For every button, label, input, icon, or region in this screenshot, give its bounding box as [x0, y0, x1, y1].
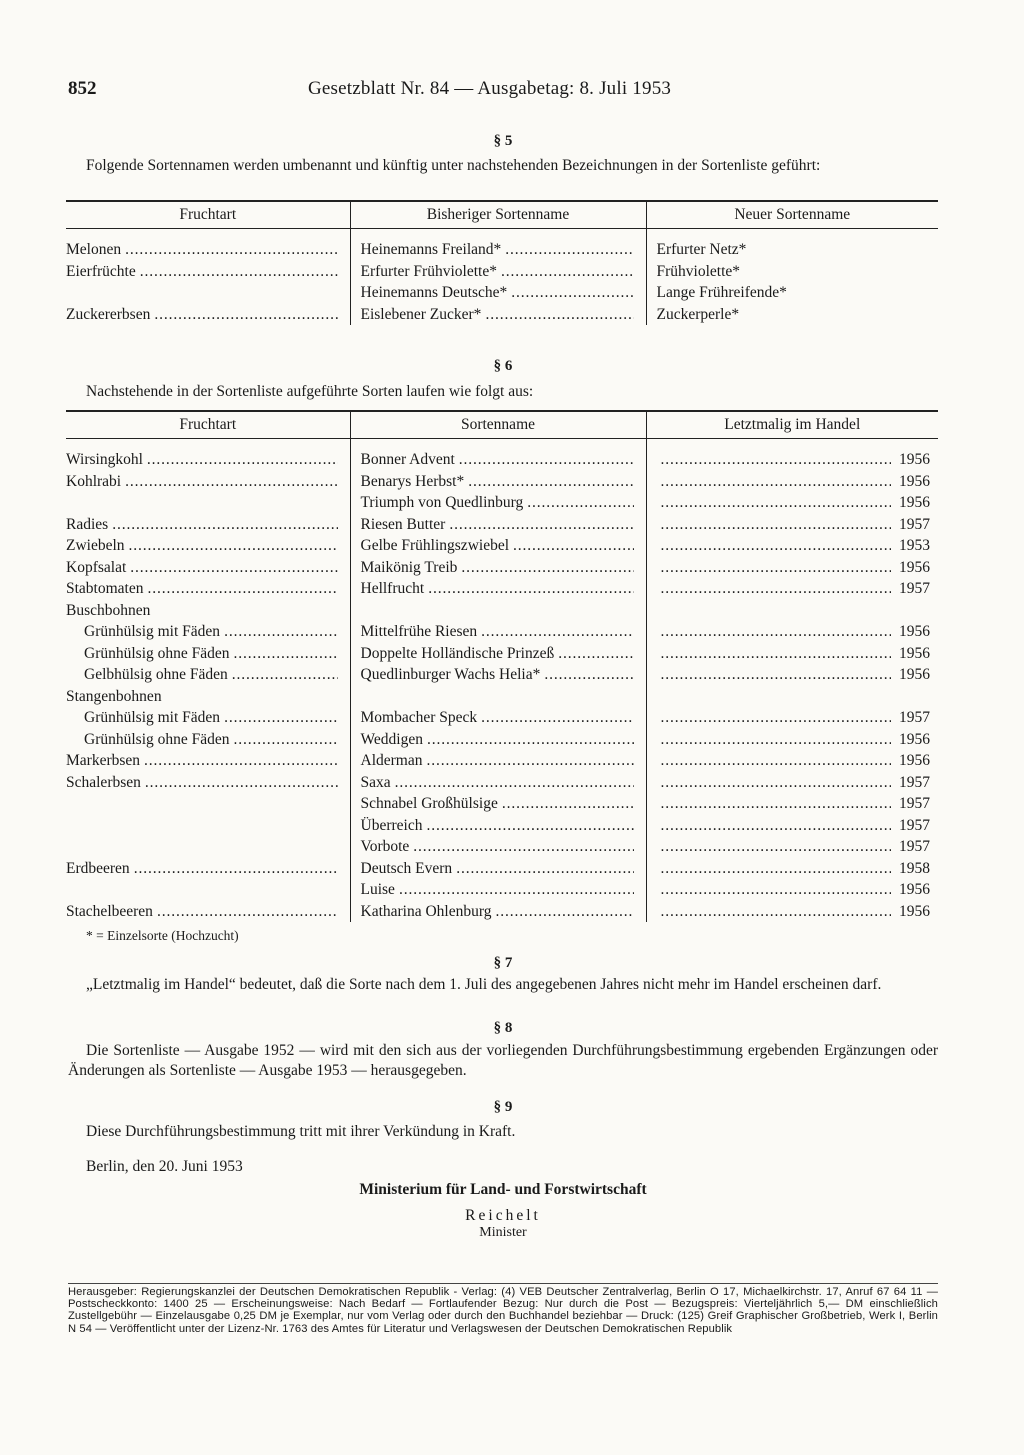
fruchtart-cell [66, 282, 350, 304]
dot-leader [395, 772, 634, 794]
last-year-cell [646, 858, 938, 880]
fruchtart: Buschbohnen [66, 601, 151, 619]
variety-name-cell [350, 686, 646, 708]
dot-leader [661, 578, 892, 600]
section-8-heading: § 8 [493, 1020, 513, 1036]
page-number: 852 [68, 78, 97, 99]
fruchtart-cell [66, 686, 350, 708]
last-year: 1956 [899, 644, 930, 662]
variety-name: Bonner Advent [360, 451, 455, 468]
fruchtart-cell [66, 707, 350, 729]
last-year-cell [646, 578, 938, 600]
variety-name-cell [350, 621, 646, 643]
section-6-intro: Nachstehende in der Sortenliste aufgeführte Sorten laufen wie folgt aus: [86, 383, 534, 400]
dot-leader [224, 621, 337, 643]
fruchtart: Stabtomaten [66, 580, 144, 597]
last-year: 1956 [899, 451, 930, 468]
last-year-cell [646, 879, 938, 901]
dot-leader [501, 261, 634, 283]
fruchtart-cell [66, 304, 350, 326]
last-year: 1956 [899, 666, 930, 683]
section-6-heading: § 6 [493, 358, 513, 374]
dot-leader [456, 858, 633, 880]
variety-name: Quedlinburger Wachs Helia* [360, 666, 541, 683]
variety-name-cell [350, 492, 646, 514]
spacer-row [66, 229, 938, 240]
last-year-cell [646, 729, 938, 751]
old-variety-name: Heinemanns Freiland* [360, 241, 502, 258]
variety-name-cell [350, 793, 646, 815]
dot-leader [661, 557, 892, 579]
fruchtart: Grünhülsig ohne Fäden [84, 644, 230, 662]
spacer-cell [350, 229, 646, 240]
dot-leader [661, 514, 892, 536]
fruchtart: Stachelbeeren [66, 902, 153, 920]
dot-leader [661, 750, 892, 772]
column-header-neuer-sortenname: Neuer Sortenname [646, 201, 938, 229]
variety-name-cell [350, 643, 646, 665]
last-year-cell [646, 815, 938, 837]
dot-leader [426, 750, 633, 772]
section-7-heading: § 7 [493, 955, 513, 971]
table-row [66, 879, 938, 901]
last-year-cell [646, 514, 938, 536]
dot-leader [413, 836, 633, 858]
variety-name-cell [350, 449, 646, 471]
old-variety-name: Erfurter Frühviolette* [360, 262, 497, 280]
dot-leader [157, 901, 338, 923]
last-year-cell [646, 707, 938, 729]
renamed-varieties-table [66, 200, 938, 325]
table-row [66, 772, 938, 794]
fruchtart: Grünhülsig mit Fäden [84, 623, 221, 640]
last-year: 1958 [899, 859, 930, 877]
new-variety-name-cell [646, 239, 938, 261]
dot-leader [145, 772, 338, 794]
column-header-sortenname: Sortenname [350, 411, 646, 439]
fruchtart: Stangenbohnen [66, 687, 162, 705]
spacer-cell [66, 229, 350, 240]
variety-name-cell [350, 557, 646, 579]
column-header-fruchtart: Fruchtart [66, 201, 350, 229]
variety-name-cell [350, 750, 646, 772]
variety-name: Weddigen [360, 730, 423, 748]
last-year-cell [646, 772, 938, 794]
variety-name-cell [350, 879, 646, 901]
spacer-cell [350, 439, 646, 450]
section-5-intro: Folgende Sortennamen werden umbenannt und künftig unter nachstehenden Bezeichnungen in der Sortenliste geführt: [86, 157, 821, 174]
variety-name-cell [350, 707, 646, 729]
variety-name: Maikönig Treib [360, 558, 458, 576]
last-year: 1957 [899, 838, 930, 855]
dot-leader [234, 729, 338, 751]
fruchtart-cell [66, 535, 350, 557]
variety-name-cell [350, 772, 646, 794]
table-row [66, 304, 938, 326]
place-date: Berlin, den 20. Juni 1953 [86, 1158, 243, 1175]
dot-leader [112, 514, 337, 536]
table-footnote: * = Einzelsorte (Hochzucht) [86, 928, 239, 943]
fruchtart: Schalerbsen [66, 773, 141, 791]
fruchtart-cell [66, 729, 350, 751]
table-row [66, 557, 938, 579]
old-variety-name-cell [350, 282, 646, 304]
fruchtart-cell [66, 836, 350, 858]
fruchtart: Markerbsen [66, 752, 141, 769]
dot-leader [130, 557, 337, 579]
fruchtart-cell [66, 772, 350, 794]
variety-name: Vorbote [360, 838, 410, 855]
spacer-cell [646, 229, 938, 240]
last-year-cell [646, 449, 938, 471]
new-variety-name-cell [646, 261, 938, 283]
dot-leader [144, 750, 337, 772]
dot-leader [661, 858, 892, 880]
variety-name: Luise [360, 881, 395, 898]
spacer-cell [66, 439, 350, 450]
last-year-cell [646, 492, 938, 514]
fruchtart: Kohlrabi [66, 472, 122, 490]
last-year: 1956 [899, 472, 930, 490]
column-header-fruchtart: Fruchtart [66, 411, 350, 439]
column-header-letztmalig: Letztmalig im Handel [646, 411, 938, 439]
section-8-text: Die Sortenliste — Ausgabe 1952 — wird mit den sich aus der vorliegenden Durchführungsbestimmung ergebenden Ergänzungen oder Änderungen als Sortenliste — Ausgabe 1953 — herausgegeben. [68, 1042, 938, 1079]
variety-name-cell [350, 815, 646, 837]
fruchtart-cell [66, 793, 350, 815]
variety-name: Hellfrucht [360, 580, 425, 597]
dot-leader [134, 858, 338, 880]
dot-leader [505, 239, 633, 261]
fruchtart: Melonen [66, 241, 122, 258]
section-5-heading: § 5 [493, 133, 513, 149]
dot-leader [427, 729, 634, 751]
dot-leader [224, 707, 337, 729]
signatory-role: Minister [479, 1225, 527, 1240]
dot-leader [661, 729, 892, 751]
variety-name-cell [350, 471, 646, 493]
dot-leader [661, 492, 892, 514]
variety-name-cell [350, 514, 646, 536]
table-row [66, 643, 938, 665]
variety-name: Schnabel Großhülsige [360, 795, 498, 812]
last-year-cell [646, 836, 938, 858]
variety-name: Mittelfrühe Riesen [360, 623, 478, 640]
expiring-varieties-table [66, 410, 938, 922]
fruchtart: Zuckererbsen [66, 305, 151, 323]
fruchtart-cell [66, 514, 350, 536]
dot-leader [661, 879, 892, 901]
dot-leader [125, 239, 337, 261]
dot-leader [496, 901, 634, 923]
variety-name-cell [350, 858, 646, 880]
dot-leader [661, 793, 892, 815]
table-row [66, 686, 938, 708]
variety-name-cell [350, 535, 646, 557]
variety-name-cell [350, 664, 646, 686]
fruchtart-cell [66, 557, 350, 579]
dot-leader [513, 535, 633, 557]
fruchtart: Kopfsalat [66, 558, 127, 576]
last-year: 1957 [899, 515, 930, 533]
fruchtart-cell [66, 750, 350, 772]
last-year-cell [646, 664, 938, 686]
last-year-cell [646, 471, 938, 493]
dot-leader [661, 535, 892, 557]
table-row [66, 514, 938, 536]
old-variety-name: Heinemanns Deutsche* [360, 284, 508, 301]
table-row [66, 282, 938, 304]
variety-name: Deutsch Evern [360, 859, 453, 877]
variety-name-cell [350, 578, 646, 600]
fruchtart-cell [66, 901, 350, 923]
dot-leader [125, 471, 337, 493]
dot-leader [661, 815, 892, 837]
table-row [66, 901, 938, 923]
dot-leader [148, 578, 338, 600]
variety-name: Saxa [360, 773, 391, 791]
table-row [66, 729, 938, 751]
last-year-cell [646, 793, 938, 815]
last-year: 1956 [899, 902, 930, 920]
last-year: 1957 [899, 773, 930, 791]
table-row [66, 815, 938, 837]
section-7-text: „Letztmalig im Handel“ bedeutet, daß die Sorte nach dem 1. Juli des angegebenen Jahres nicht mehr im Handel erscheinen darf. [86, 976, 882, 993]
last-year: 1957 [899, 816, 930, 834]
last-year: 1956 [899, 730, 930, 748]
last-year-cell [646, 535, 938, 557]
dot-leader [232, 664, 338, 686]
dot-leader [558, 643, 633, 665]
variety-name-cell [350, 600, 646, 622]
last-year: 1956 [899, 558, 930, 576]
table-row [66, 836, 938, 858]
table-header-row [66, 201, 938, 229]
dot-leader [140, 261, 338, 283]
last-year-cell [646, 901, 938, 923]
fruchtart-cell [66, 879, 350, 901]
dot-leader [544, 664, 633, 686]
table-row [66, 239, 938, 261]
last-year-cell [646, 686, 938, 708]
fruchtart-cell [66, 492, 350, 514]
variety-name-cell [350, 836, 646, 858]
dot-leader [461, 557, 633, 579]
dot-leader [485, 304, 633, 326]
fruchtart: Radies [66, 515, 109, 533]
last-year-cell [646, 643, 938, 665]
dot-leader [428, 578, 633, 600]
last-year-cell [646, 557, 938, 579]
fruchtart-cell [66, 449, 350, 471]
old-variety-name: Eislebener Zucker* [360, 305, 482, 323]
fruchtart-cell [66, 239, 350, 261]
last-year: 1956 [899, 752, 930, 769]
fruchtart-cell [66, 600, 350, 622]
spacer-cell [646, 439, 938, 450]
dot-leader [661, 643, 892, 665]
last-year: 1957 [899, 795, 930, 812]
last-year-cell [646, 750, 938, 772]
dot-leader [511, 282, 633, 304]
dot-leader [661, 707, 892, 729]
dot-leader [527, 492, 633, 514]
signatory-name: Reichelt [465, 1207, 541, 1224]
old-variety-name-cell [350, 239, 646, 261]
fruchtart: Grünhülsig mit Fäden [84, 709, 221, 726]
old-variety-name-cell [350, 304, 646, 326]
dot-leader [481, 707, 633, 729]
table-row [66, 600, 938, 622]
dot-leader [154, 304, 337, 326]
last-year-cell [646, 621, 938, 643]
fruchtart-cell [66, 815, 350, 837]
dot-leader [661, 836, 892, 858]
variety-name: Benarys Herbst* [360, 472, 465, 490]
dot-leader [661, 664, 892, 686]
variety-name: Mombacher Speck [360, 709, 478, 726]
table-row [66, 471, 938, 493]
dot-leader [661, 471, 892, 493]
variety-name-cell [350, 729, 646, 751]
column-header-bisheriger-sortenname: Bisheriger Sortenname [350, 201, 646, 229]
table-row [66, 750, 938, 772]
dot-leader [426, 815, 633, 837]
fruchtart: Erdbeeren [66, 859, 130, 877]
dot-leader [481, 621, 633, 643]
fruchtart: Grünhülsig ohne Fäden [84, 730, 230, 748]
variety-name: Doppelte Holländische Prinzeß [360, 644, 555, 662]
variety-name: Katharina Ohlenburg [360, 902, 492, 920]
last-year: 1956 [899, 881, 930, 898]
last-year: 1956 [899, 623, 930, 640]
dot-leader [661, 772, 892, 794]
section-9-heading: § 9 [493, 1099, 513, 1115]
variety-name: Triumph von Quedlinburg [360, 494, 524, 511]
new-variety-name: Erfurter Netz* [656, 241, 747, 258]
spacer-row [66, 439, 938, 450]
new-variety-name: Lange Frühreifende* [656, 284, 787, 301]
table-row [66, 492, 938, 514]
last-year: 1956 [899, 494, 930, 511]
page-title: Gesetzblatt Nr. 84 — Ausgabetag: 8. Juli 1953 [308, 78, 672, 99]
dot-leader [129, 535, 338, 557]
table-row [66, 449, 938, 471]
dot-leader [661, 901, 892, 923]
table-row [66, 535, 938, 557]
last-year: 1957 [899, 709, 930, 726]
fruchtart-cell [66, 471, 350, 493]
fruchtart-cell [66, 621, 350, 643]
table-row [66, 793, 938, 815]
fruchtart-cell [66, 261, 350, 283]
table-row [66, 707, 938, 729]
new-variety-name-cell [646, 282, 938, 304]
old-variety-name-cell [350, 261, 646, 283]
table-row [66, 261, 938, 283]
last-year: 1953 [899, 537, 930, 554]
dot-leader [449, 514, 633, 536]
fruchtart: Wirsingkohl [66, 451, 143, 468]
page-header [68, 78, 938, 102]
dot-leader [234, 643, 338, 665]
new-variety-name: Frühviolette* [656, 262, 741, 280]
fruchtart-cell [66, 643, 350, 665]
ministry-name: Ministerium für Land- und Forstwirtschaft [359, 1181, 647, 1198]
dot-leader [147, 449, 338, 471]
fruchtart-cell [66, 664, 350, 686]
publisher-imprint: Herausgeber: Regierungskanzlei der Deutschen Demokratischen Republik - Verlag: (4) VEB Deutscher Zentralverlag, Berlin O 17, Michaelkirchstr. 17, Anruf 67 64 11 — Postscheckkonto: 1400 25 — Erscheinungsweise: Nach Bedarf — Fortlaufender Bezug: Nur durch die Post — Bezugspreis: Vierteljährlich 5,— DM einschließlich Zustellgebühr — Einzelausgabe 0,25 DM je Exemplar, nur vom Verlag oder durch den Buchhandel beziehbar — Druck: (125) Greif Graphischer Großbetrieb, Werk I, Berlin N 54 — Veröffentlicht unter der Lizenz-Nr. 1763 des Amtes für Literatur und Verlagswesen der Deutschen Demokratischen Republik [68, 1283, 938, 1335]
last-year: 1957 [899, 580, 930, 597]
variety-name: Riesen Butter [360, 515, 446, 533]
fruchtart-cell [66, 578, 350, 600]
variety-name: Gelbe Frühlingszwiebel [360, 537, 510, 554]
fruchtart: Gelbhülsig ohne Fäden [84, 666, 228, 683]
last-year-cell [646, 600, 938, 622]
fruchtart: Zwiebeln [66, 537, 125, 554]
variety-name-cell [350, 901, 646, 923]
dot-leader [399, 879, 634, 901]
dot-leader [468, 471, 633, 493]
variety-name: Überreich [360, 816, 423, 834]
dot-leader [661, 449, 892, 471]
dot-leader [459, 449, 634, 471]
variety-name: Alderman [360, 752, 423, 769]
section-9-text: Diese Durchführungsbestimmung tritt mit ihrer Verkündung in Kraft. [86, 1123, 516, 1140]
dot-leader [502, 793, 634, 815]
fruchtart: Eierfrüchte [66, 262, 136, 280]
fruchtart-cell [66, 858, 350, 880]
table-row [66, 621, 938, 643]
dot-leader [661, 621, 892, 643]
new-variety-name: Zuckerperle* [656, 305, 740, 323]
table-header-row [66, 411, 938, 439]
table-row [66, 664, 938, 686]
table-row [66, 578, 938, 600]
new-variety-name-cell [646, 304, 938, 326]
table-row [66, 858, 938, 880]
